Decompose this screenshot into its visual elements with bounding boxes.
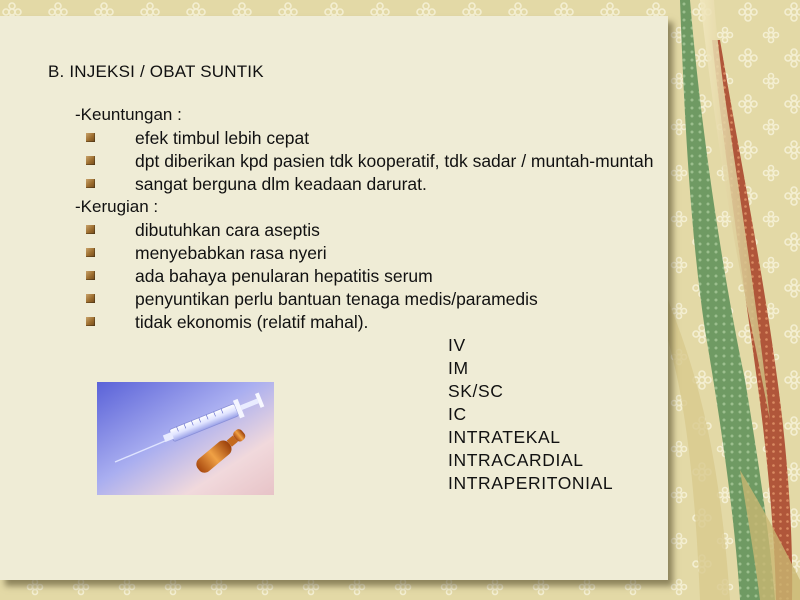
square-bullet-icon [86, 133, 95, 142]
square-bullet-icon [86, 225, 95, 234]
list-item-text: dpt diberikan kpd pasien tdk kooperatif, tdk sadar / muntah-muntah [135, 151, 654, 171]
square-bullet-icon [86, 179, 95, 188]
advantages-heading: -Keuntungan : [75, 105, 182, 124]
route-item: IM [448, 358, 469, 378]
square-bullet-icon [86, 156, 95, 165]
disadvantages-heading: -Kerugian : [75, 197, 159, 216]
square-bullet-icon [86, 271, 95, 280]
route-item: INTRACARDIAL [448, 450, 584, 470]
list-item-text: dibutuhkan cara aseptis [135, 220, 320, 240]
injection-routes-list [448, 334, 613, 495]
list-item-text: penyuntikan perlu bantuan tenaga medis/paramedis [135, 289, 538, 309]
list-item-text: ada bahaya penularan hepatitis serum [135, 266, 433, 286]
square-bullet-icon [86, 294, 95, 303]
list-item-text: menyebabkan rasa nyeri [135, 243, 327, 263]
route-item: INTRATEKAL [448, 427, 561, 447]
square-bullet-icon [86, 248, 95, 257]
list-item-text: sangat berguna dlm keadaan darurat. [135, 174, 427, 194]
slide-title: B. INJEKSI / OBAT SUNTIK [48, 62, 264, 81]
list-item-text: efek timbul lebih cepat [135, 128, 310, 148]
list-item-text: tidak ekonomis (relatif mahal). [135, 312, 369, 332]
syringe-ampoule-photo [97, 382, 274, 495]
route-item: IV [448, 335, 466, 355]
square-bullet-icon [86, 317, 95, 326]
route-item: SK/SC [448, 381, 504, 401]
route-item: INTRAPERITONIAL [448, 473, 614, 493]
route-item: IC [448, 404, 467, 424]
